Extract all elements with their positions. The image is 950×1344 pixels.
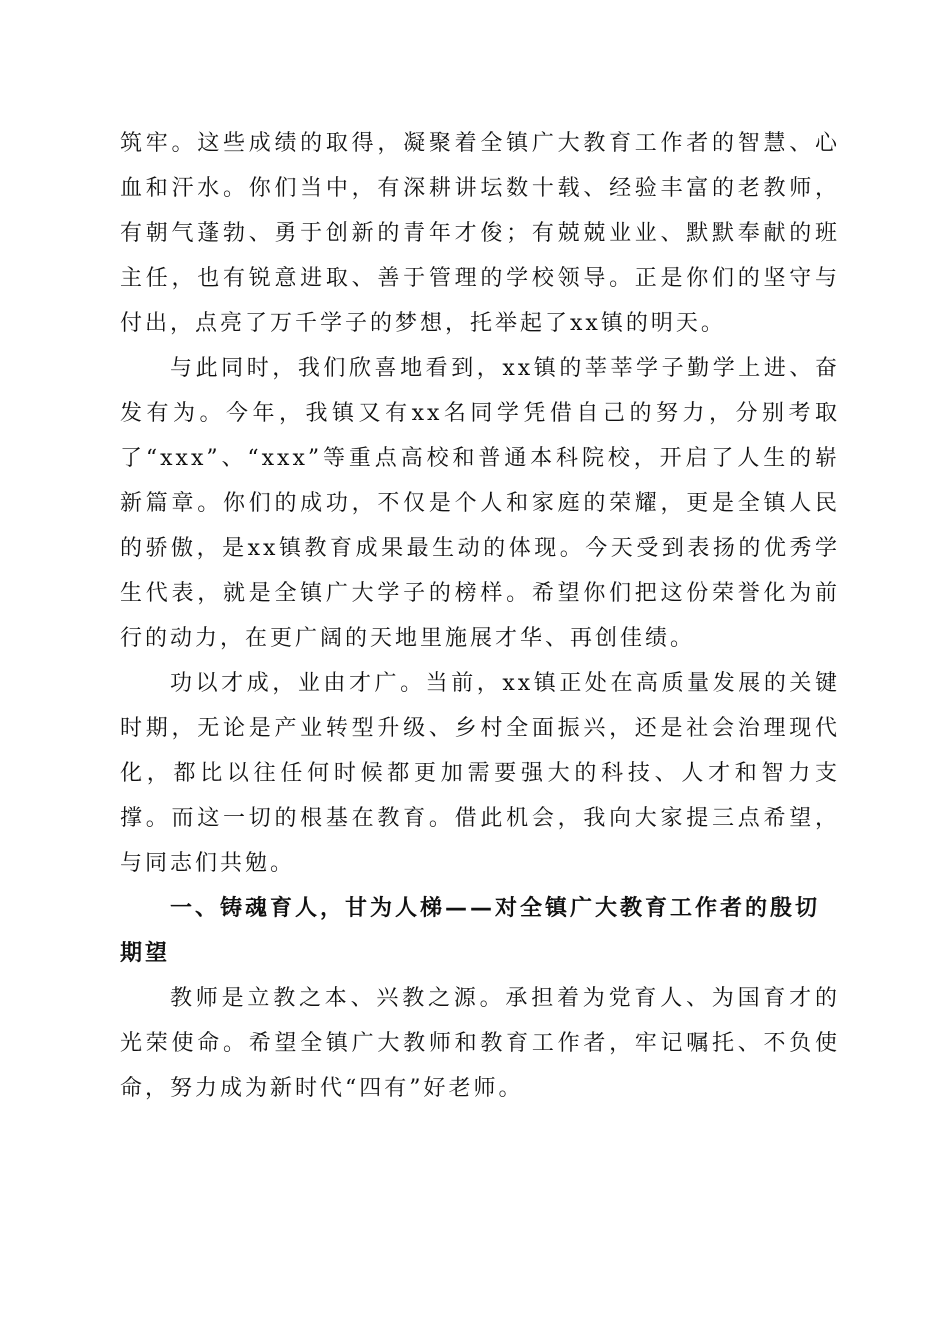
paragraph-teachers: 教师是立教之本、兴教之源。承担着为党育人、为国育才的光荣使命。希望全镇广大教师和教育工作者，牢记嘱托、不负使命，努力成为新时代“四有”好老师。 <box>120 986 840 1101</box>
document-body <box>120 121 840 1111</box>
paragraph-continuation: 筑牢。这些成绩的取得，凝聚着全镇广大教育工作者的智慧、心血和汗水。你们当中，有深耕讲坛数十载、经验丰富的老教师，有朝气蓬勃、勇于创新的青年才俊；有兢兢业业、默默奉献的班主任，也有锐意进取、善于管理的学校领导。正是你们的坚守与付出，点亮了万千学子的梦想，托举起了xx镇的明天。 <box>120 131 840 336</box>
paragraph-three-hopes: 功以才成，业由才广。当前，xx镇正处在高质量发展的关键时期，无论是产业转型升级、乡村全面振兴，还是社会治理现代化，都比以往任何时候都更加需要强大的科技、人才和智力支撑。而这一切的根基在教育。借此机会，我向大家提三点希望，与同志们共勉。 <box>120 671 840 876</box>
paragraph-students-achievement: 与此同时，我们欣喜地看到，xx镇的莘莘学子勤学上进、奋发有为。今年，我镇又有xx名同学凭借自己的努力，分别考取了“xxx”、“xxx”等重点高校和普通本科院校，开启了人生的崭新篇章。你们的成功，不仅是个人和家庭的荣耀，更是全镇人民的骄傲，是xx镇教育成果最生动的体现。今天受到表扬的优秀学生代表，就是全镇广大学子的榜样。希望你们把这份荣誉化为前行的动力，在更广阔的天地里施展才华、再创佳绩。 <box>120 356 840 651</box>
section-heading-1: 一、铸魂育人，甘为人梯——对全镇广大教育工作者的殷切期望 <box>120 896 821 966</box>
